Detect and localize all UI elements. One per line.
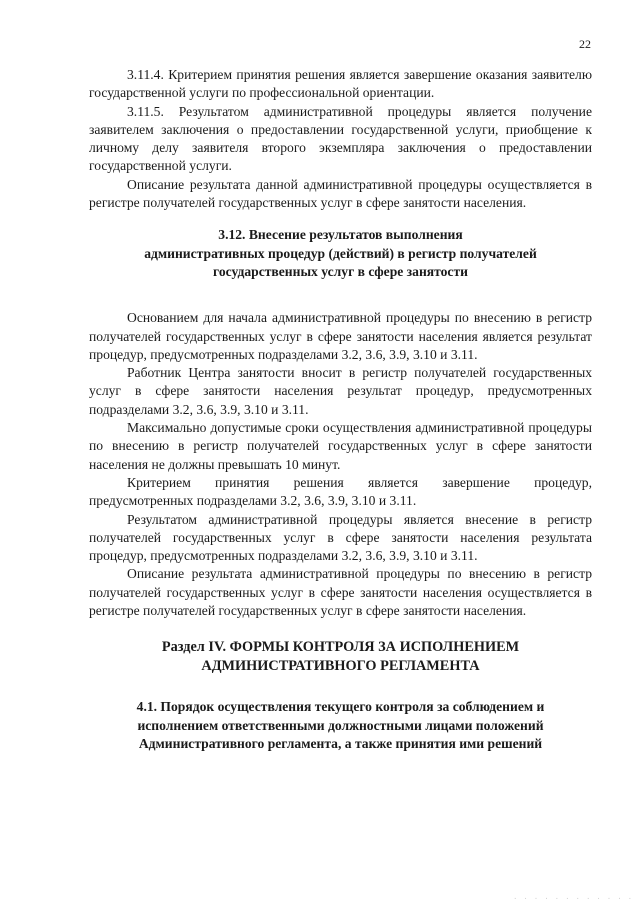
paragraph: Описание результата административной процедуры по внесению в регистр получателей государственных услуг в сфере занятости населения осуществляется в регистре получателей государственных услуг в сфере занятости населения. — [89, 566, 592, 619]
paragraph: Максимально допустимые сроки осуществления административной процедуры по внесению в регистр получателей государственных услуг в сфере занятости населения не должны превышать 10 минут. — [89, 420, 592, 472]
paragraph: Результатом административной процедуры является внесение в регистр получателей государственных услуг в сфере занятости населения результата процедур, предусмотренных подразделами 3.2, 3.6, 3.9, 3.10 и 3.11. — [89, 511, 592, 564]
scan-stamp: · · · · · · · · · · · · — [513, 895, 633, 903]
paragraph: Основанием для начала административной процедуры по внесению в регистр получателей государственных услуг в сфере занятости населения является результат процедур, предусмотренных подразделами 3.2, 3.6, 3.9, 3.10 и 3.11. — [89, 310, 592, 362]
paragraph: Описание результата данной административной процедуры осуществляется в регистре получателей государственных услуг в сфере занятости населения. — [89, 176, 592, 211]
section-heading-4-1: 4.1. Порядок осуществления текущего контроля за соблюдением и исполнением ответственными должностными лицами положений Административного регламента, а также принятия ими решений — [136, 699, 545, 751]
heading-line: административных процедур (действий) в регистр получателей государственных услуг в сфере занятости — [144, 245, 537, 279]
section-heading-3-12 — [89, 226, 592, 281]
paragraph: Критерием принятия решения является завершение процедур, предусмотренных подразделами 3.2, 3.6, 3.9, 3.10 и 3.11. — [89, 474, 592, 509]
section-iv-heading: Раздел IV. ФОРМЫ КОНТРОЛЯ ЗА ИСПОЛНЕНИЕМ АДМИНИСТРАТИВНОГО РЕГЛАМЕНТА — [161, 639, 520, 675]
document-body — [89, 66, 592, 753]
paragraph: 3.11.5. Результатом административной процедуры является получение заявителем заключения о предоставлении государственной услуги, приобщение к личному делу заявителя второго экземпляра заключения о предоставлении государственной услуги. — [89, 103, 592, 174]
paragraph: 3.11.4. Критерием принятия решения является завершение оказания заявителю государственной услуги по профессиональной ориентации. — [89, 67, 592, 101]
page-number: 22 — [579, 37, 591, 51]
paragraph: Работник Центра занятости вносит в регистр получателей государственных услуг в сфере занятости населения результат процедур, предусмотренных подразделами 3.2, 3.6, 3.9, 3.10 и 3.11. — [89, 365, 592, 417]
heading-line: 3.12. Внесение результатов выполнения — [218, 227, 463, 243]
